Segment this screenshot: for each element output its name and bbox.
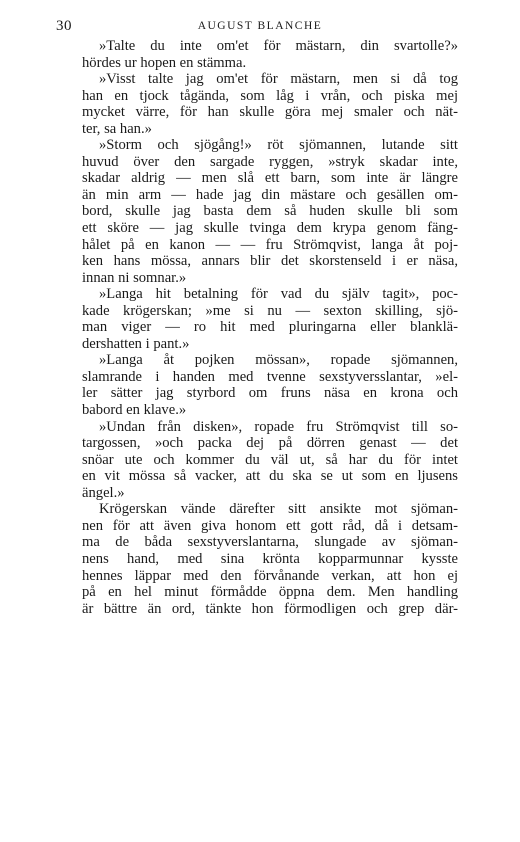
paragraph — [82, 352, 458, 418]
text-line: targossen, »och packa dej på dörren genast — det — [82, 435, 458, 452]
text-line: huvud över den sargade ryggen, »stryk skadar inte, — [82, 153, 458, 170]
text-line: nens hand, med sina krönta kopparmunnar kysste — [82, 550, 458, 567]
text-line: skadar aldrig — men slå ett barn, som inte är längre — [82, 170, 458, 187]
paragraph — [82, 501, 458, 617]
paragraph — [82, 137, 458, 286]
text-line: ett sköre — jag skulle tvinga dem krypa genom fäng- — [82, 220, 458, 237]
text-line: dershatten i pant.» — [82, 335, 190, 352]
text-line: på en hel minut förmådde öppna dem. Men handling — [82, 584, 458, 601]
text-line: hennes läppar med den förvånande verkan, att hon ej — [82, 567, 458, 584]
text-line: ma de båda sexstyverslantarna, slungade av sjöman- — [82, 534, 458, 551]
paragraph — [82, 419, 458, 502]
text-line: är bättre än ord, tänkte hon förmodligen och grep där- — [82, 600, 458, 617]
paragraph — [82, 71, 458, 137]
text-line: han en tjock tågända, som låg i vrån, och piska mej — [82, 87, 458, 104]
text-line: hördes ur hopen en stämma. — [82, 54, 247, 71]
text-line: babord en klave.» — [82, 402, 187, 419]
text-line: kade krögerskan; »me si nu — sexton skilling, sjö- — [82, 302, 458, 319]
text-line: »Langa hit betalning för vad du själv tagit», poc- — [99, 286, 458, 303]
text-line: ken hans mössa, annars blir det skorstenseld i er näsa, — [82, 253, 458, 270]
text-line: hålet på en kanon — — fru Strömqvist, langa åt poj- — [82, 236, 458, 253]
text-line: ler sätter jag styrbord om fruns näsa en krona och — [82, 385, 458, 402]
paragraph — [82, 286, 458, 352]
text-line: bord, skulle jag basta dem så huden skulle bli som — [82, 203, 458, 220]
text-line: nen för att även giva honom ett gott råd, då i detsam- — [82, 517, 458, 534]
text-line: snöar ute och kommer du väl ut, så har du för intet — [82, 451, 458, 468]
text-line: mycket värre, för han skulle göra mej smaler och nät- — [82, 104, 458, 121]
text-line: »Storm och sjögång!» röt sjömannen, lutande sitt — [99, 137, 458, 154]
text-line: »Talte du inte om'et för mästarn, din svartolle?» — [99, 38, 458, 54]
text-line: än min arm — hade jag din mästare och gesällen om- — [82, 186, 458, 203]
text-line: en vit mössa så vacker, att du ska se ut som en ljusens — [82, 468, 458, 485]
text-line: innan ni somnar.» — [82, 269, 187, 286]
running-head: AUGUST BLANCHE — [197, 20, 323, 32]
text-line: »Langa åt pojken mössan», ropade sjömannen, — [99, 352, 458, 369]
text-line: »Undan från disken», ropade fru Strömqvist till so- — [99, 418, 458, 435]
text-line: »Visst talte jag om'et för mästarn, men si då tog — [99, 71, 458, 88]
text-line: man viger — ro hit med pluringarna eller blanklä- — [82, 319, 458, 336]
paragraph — [82, 38, 458, 71]
text-line: Krögerskan vände därefter sitt ansikte mot sjöman- — [99, 501, 458, 518]
text-line: slamrande i handen med tvenne sexstyversslantar, »el- — [82, 368, 458, 385]
text-line: ter, sa han.» — [82, 120, 152, 137]
body-text — [82, 38, 458, 617]
page-number: 30 — [56, 18, 72, 34]
text-line: ängel.» — [82, 484, 125, 501]
